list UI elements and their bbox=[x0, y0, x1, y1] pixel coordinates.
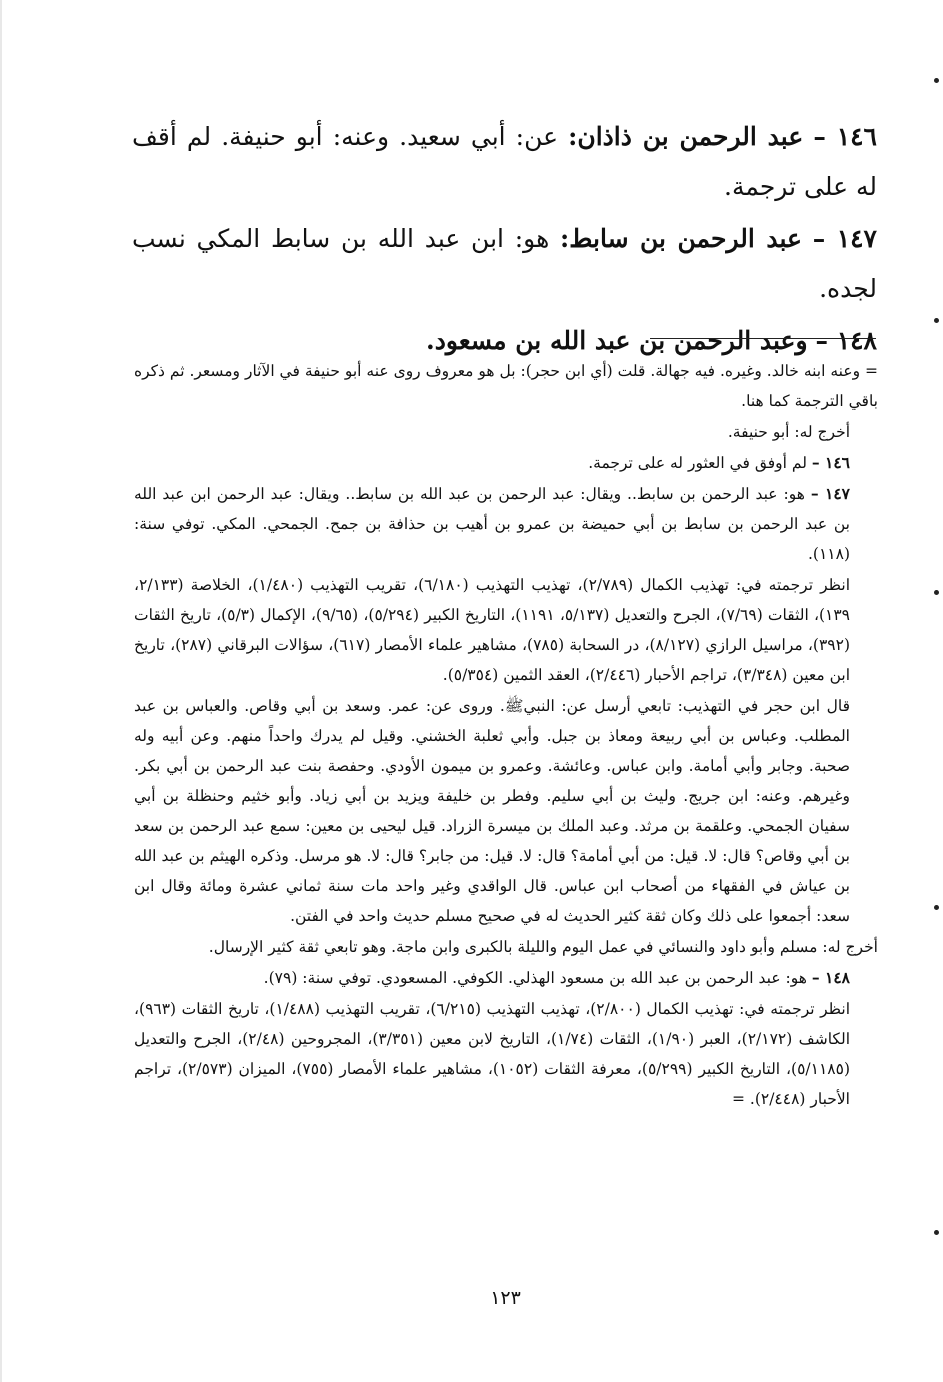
entry-name: عبد الرحمن بن سابط: bbox=[560, 224, 802, 253]
footnote-148-refs: انظر ترجمته في: تهذيب الكمال (٢/٨٠٠)، تهذيب التهذيب (٦/٢١٥)، تقريب التهذيب (١/٤٨٨)، تاريخ الثقات (٩٦٣)، الكاشف (٢/١٧٢)، العبر (١/٩٠)، الثقات (١/٧٤)، التاريخ لابن معين (٣/٣٥١)، المجروحين (٢/٤٨)، الجرح والتعديل (٥/١١٨٥)، التاريخ الكبير (٥/٢٩٩)، معرفة الثقات (١٠٥٢)، مشاهير علماء الأمصار (٧٥٥)، الميزان (٢/٥٧٣)، تراجم الأحبار (٢/٤٤٨). = bbox=[134, 1000, 851, 1108]
entry-146 bbox=[132, 112, 877, 212]
footnote-147-kharaja: أخرج له: مسلم وأبو داود والنسائي في عمل اليوم والليلة بالكبرى وابن ماجة. وهو تابعي ثقة كثير الإرسال. bbox=[208, 938, 878, 956]
entry-text: هو: ابن عبد الله بن سابط المكي نسب لجده. bbox=[132, 224, 877, 303]
footnote-text: هو: عبد الرحمن بن سابط.. ويقال: عبد الرحمن بن عبد الله بن سابط.. ويقال: عبد الرحمن ابن عبد الله بن عبد الرحمن بن سابط بن أبي حميضة بن عمرو بن أهيب بن حذافة بن جمح. الجمحي. المكي. توفي سنة: (١١٨). bbox=[134, 485, 850, 563]
margin-dot bbox=[934, 905, 939, 910]
page-number: ١٢٣ bbox=[490, 1287, 521, 1309]
footnotes bbox=[134, 356, 878, 1115]
footnote-148 bbox=[134, 963, 878, 993]
margin-dot bbox=[934, 590, 939, 595]
footnote-divider bbox=[650, 338, 876, 339]
entry-name: عبد الرحمن بن ذاذان: bbox=[568, 122, 804, 151]
margin-dot bbox=[934, 1230, 939, 1235]
footnote-147-hajar: قال ابن حجر في التهذيب: تابعي أرسل عن: النبيﷺ. وروى عن: عمر. وسعد بن أبي وقاص. والعباس بن عبد المطلب. وعباس بن أبي ربيعة ومعاذ بن جبل. وأبي ثعلبة الخشني. وقيل لم يدرك واحداً منهم. وعن أبيه وله صحبة. وجابر وأبي أمامة. وابن عباس. وعائشة. وعمرو بن ميمون الأودي. وحفصة بنت عبد الرحمن بن أبي بكر. وغيرهم. وعنه: ابن جريج. وليث بن أبي سليم. وفطر بن خليفة ويزيد بن أبي زياد. وأبو خثيم وحنظلة بن أبي سفيان الجمحي. وعلقمة بن مرثد. وعبد الملك بن ميسرة الزراد. قيل ليحيى بن معين: سمع عبد الرحمن بن سعد بن أبي وقاص؟ قال: لا. قيل: من أبي أمامة؟ قال: لا. قيل: من جابر؟ قال: لا. هو مرسل. وذكره الهيثم بن عبد الله بن عياش في الفقهاء من أصحاب ابن عباس. قال الواقدي وغير واحد مات سنة ثماني عشرة ومائة وقال ابن سعد: أجمعوا على ذلك وكان ثقة كثير الحديث له في صحيح مسلم حديث واحد في الفتن. bbox=[134, 697, 850, 925]
margin-dot bbox=[934, 318, 939, 323]
entry-147 bbox=[132, 214, 877, 314]
footnote-number: ١٤٦ – bbox=[811, 453, 850, 472]
footnote-147-refs: انظر ترجمته في: تهذيب الكمال (٢/٧٨٩)، تهذيب التهذيب (٦/١٨٠)، تقريب التهذيب (١/٤٨٠)، الخلاصة (٢/١٣٣، ١٣٩)، الثقات (٧/٦٩)، الجرح والتعديل (٥/١٣٧، ١١٩١)، التاريخ الكبير (٥/٢٩٤)، (٩/٦٥)، الإكمال (٥/٣)، تاريخ الثقات (٣٩٢)، مراسيل الرازي (٨/١٢٧)، در السحابة (٧٨٥)، مشاهير علماء الأمصار (٦١٧)، سؤالات البرقاني (٢٨٧)، تاريخ ابن معين (٣/٣٤٨)، تراجم الأحبار (٢/٤٤٦)، العقد الثمين (٥/٣٥٤). bbox=[134, 576, 851, 684]
footnote-text: هو: عبد الرحمن بن عبد الله بن مسعود الهذلي. الكوفي. المسعودي. توفي سنة: (٧٩). bbox=[263, 969, 807, 987]
footnote-147 bbox=[134, 479, 878, 569]
footnote-146 bbox=[134, 448, 878, 478]
footnote-kharaja: أخرج له: أبو حنيفة. bbox=[727, 423, 850, 441]
margin-dot bbox=[934, 78, 939, 83]
footnote-text: لم أوفق في العثور له على ترجمة. bbox=[588, 454, 807, 472]
entry-number: ١٤٧ – bbox=[812, 224, 877, 253]
entry-number: ١٤٦ – bbox=[813, 122, 877, 151]
entry-name: وعبد الرحمن بن عبد الله بن مسعود. bbox=[426, 326, 808, 355]
entry-text: عن: أبي سعيد. وعنه: أبو حنيفة. لم أقف له على ترجمة. bbox=[132, 122, 877, 201]
footnote-continuation: = وعنه ابنه خالد. وغيره. فيه جهالة. قلت (أي ابن حجر): بل هو معروف روى عنه أبو حنيفة في الآثار ومسعر. ثم ذكره باقي الترجمة كما هنا. bbox=[134, 362, 878, 410]
entry-number: ١٤٨ – bbox=[815, 326, 877, 355]
main-text bbox=[132, 112, 877, 368]
footnote-number: ١٤٨ – bbox=[811, 968, 850, 987]
page-edge bbox=[0, 0, 2, 1382]
footnote-number: ١٤٧ – bbox=[810, 484, 850, 503]
